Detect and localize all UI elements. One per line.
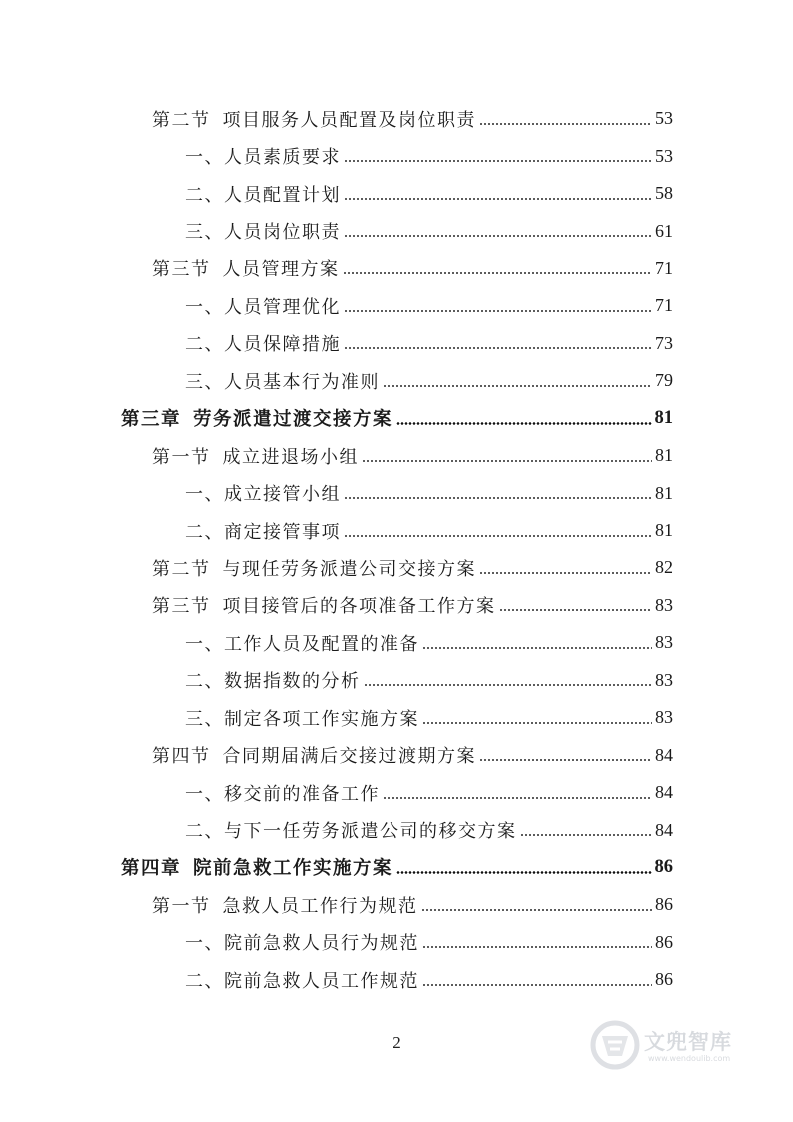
toc-entry-page: 84 xyxy=(655,819,673,840)
toc-entry-title xyxy=(185,929,419,955)
toc-entry-page: 81 xyxy=(655,445,673,466)
toc-entry-title xyxy=(152,592,496,618)
toc-entry-text: 人员保障措施 xyxy=(224,334,341,356)
toc-dot-leader xyxy=(422,647,652,649)
toc-entry-text: 成立接管小组 xyxy=(224,484,341,506)
toc-entry-text: 项目接管后的各项准备工作方案 xyxy=(222,596,496,618)
toc-entry-number: 二、 xyxy=(185,334,224,356)
toc-entry[interactable] xyxy=(0,961,793,998)
toc-entry-text: 工作人员及配置的准备 xyxy=(224,633,419,655)
toc-entry-page: 53 xyxy=(655,108,673,129)
toc-entry-number: 一、 xyxy=(185,147,224,169)
toc-entry[interactable] xyxy=(0,287,793,324)
toc-entry-title xyxy=(185,667,361,693)
toc-entry[interactable] xyxy=(0,250,793,287)
toc-entry-number: 三、 xyxy=(185,371,224,393)
toc-entry-number: 一、 xyxy=(185,296,224,318)
toc-entry-title xyxy=(185,293,341,319)
toc-entry-title xyxy=(185,330,341,356)
toc-entry-title xyxy=(185,780,380,806)
toc-entry[interactable] xyxy=(0,362,793,399)
toc-entry[interactable] xyxy=(0,512,793,549)
toc-entry[interactable] xyxy=(0,137,793,174)
toc-entry-page: 81 xyxy=(655,520,673,541)
toc-dot-leader xyxy=(422,984,652,986)
page-number: 2 xyxy=(392,1033,401,1052)
toc-entry-number: 三、 xyxy=(185,708,224,730)
toc-entry-number: 一、 xyxy=(185,933,224,955)
toc-entry-number: 第一节 xyxy=(152,895,211,917)
toc-entry-title xyxy=(185,480,341,506)
toc-entry-number: 一、 xyxy=(185,783,224,805)
toc-entry-title xyxy=(121,854,393,880)
toc-entry-page: 79 xyxy=(655,370,673,391)
toc-entry[interactable] xyxy=(0,736,793,773)
toc-entry[interactable] xyxy=(0,549,793,586)
toc-entry-text: 合同期届满后交接过渡期方案 xyxy=(222,746,476,768)
toc-entry-title xyxy=(185,218,341,244)
toc-entry-page: 53 xyxy=(655,145,673,166)
toc-dot-leader xyxy=(520,834,653,836)
toc-entry-title xyxy=(152,742,476,768)
toc-entry-number: 第三节 xyxy=(152,596,211,618)
toc-entry-text: 人员管理方案 xyxy=(222,259,340,281)
toc-entry-page: 81 xyxy=(654,407,673,428)
toc-entry-page: 58 xyxy=(655,183,673,204)
table-of-contents xyxy=(0,100,793,999)
toc-dot-leader xyxy=(383,797,652,799)
watermark-logo-icon xyxy=(588,1018,644,1072)
toc-entry-title xyxy=(152,255,340,281)
watermark xyxy=(588,1018,768,1072)
toc-dot-leader xyxy=(344,198,652,200)
toc-entry[interactable] xyxy=(0,849,793,886)
toc-entry-page: 83 xyxy=(655,707,673,728)
toc-entry[interactable] xyxy=(0,811,793,848)
toc-entry-page: 61 xyxy=(655,220,673,241)
toc-entry-text: 人员配置计划 xyxy=(224,184,341,206)
toc-entry-number: 第二节 xyxy=(152,558,211,580)
toc-entry-text: 移交前的准备工作 xyxy=(224,783,380,805)
watermark-url: www.wendoulib.com xyxy=(648,1054,731,1063)
toc-entry[interactable] xyxy=(0,699,793,736)
toc-entry-text: 项目服务人员配置及岗位职责 xyxy=(222,109,476,131)
toc-dot-leader xyxy=(344,310,652,312)
toc-entry[interactable] xyxy=(0,886,793,923)
toc-entry-number: 第四节 xyxy=(152,746,211,768)
toc-entry-title xyxy=(152,106,476,132)
toc-entry-number: 二、 xyxy=(185,970,224,992)
toc-dot-leader xyxy=(344,235,652,237)
toc-entry-number: 第三章 xyxy=(121,409,182,431)
toc-dot-leader xyxy=(422,946,652,948)
toc-dot-leader xyxy=(343,272,653,274)
toc-entry-number: 二、 xyxy=(185,671,224,693)
toc-dot-leader xyxy=(422,722,652,724)
toc-dot-leader xyxy=(479,123,652,125)
toc-entry-page: 83 xyxy=(655,632,673,653)
toc-entry-page: 86 xyxy=(655,894,673,915)
toc-entry[interactable] xyxy=(0,662,793,699)
toc-entry-text: 院前急救人员行为规范 xyxy=(224,933,419,955)
toc-dot-leader xyxy=(344,347,652,349)
toc-entry-page: 84 xyxy=(655,782,673,803)
toc-dot-leader xyxy=(499,609,653,611)
toc-entry[interactable] xyxy=(0,774,793,811)
toc-entry-page: 83 xyxy=(655,594,673,615)
toc-entry-page: 81 xyxy=(655,482,673,503)
toc-entry-page: 86 xyxy=(655,931,673,952)
toc-dot-leader xyxy=(344,160,652,162)
toc-dot-leader xyxy=(396,871,651,874)
toc-dot-leader xyxy=(344,535,652,537)
toc-entry[interactable] xyxy=(0,587,793,624)
toc-entry[interactable] xyxy=(0,325,793,362)
toc-entry-text: 劳务派遣过渡交接方案 xyxy=(193,409,394,431)
toc-entry-number: 三、 xyxy=(185,222,224,244)
toc-entry-title xyxy=(185,630,419,656)
toc-entry-number: 一、 xyxy=(185,633,224,655)
toc-entry-title xyxy=(121,405,393,431)
toc-dot-leader xyxy=(421,909,653,911)
toc-entry-text: 人员基本行为准则 xyxy=(224,371,380,393)
toc-entry[interactable] xyxy=(0,437,793,474)
toc-entry-text: 急救人员工作行为规范 xyxy=(222,895,418,917)
watermark-name: 文兜智库 xyxy=(644,1030,732,1054)
toc-entry-page: 84 xyxy=(655,744,673,765)
toc-entry-page: 71 xyxy=(655,257,673,278)
toc-entry-title xyxy=(185,518,341,544)
toc-entry-title xyxy=(185,817,517,843)
toc-entry[interactable] xyxy=(0,400,793,437)
toc-entry-text: 数据指数的分析 xyxy=(224,671,361,693)
toc-entry-title xyxy=(152,555,476,581)
toc-entry-text: 与现任劳务派遣公司交接方案 xyxy=(222,558,476,580)
toc-entry-number: 二、 xyxy=(185,821,224,843)
toc-entry-title xyxy=(185,181,341,207)
toc-entry-page: 71 xyxy=(655,295,673,316)
toc-entry-text: 院前急救人员工作规范 xyxy=(224,970,419,992)
toc-dot-leader xyxy=(396,422,651,425)
toc-entry-page: 73 xyxy=(655,332,673,353)
toc-dot-leader xyxy=(362,460,652,462)
toc-entry-title xyxy=(152,443,359,469)
toc-entry-text: 成立进退场小组 xyxy=(222,446,359,468)
toc-dot-leader xyxy=(344,497,652,499)
toc-dot-leader xyxy=(479,759,652,761)
toc-entry-page: 86 xyxy=(654,856,673,877)
toc-entry-page: 86 xyxy=(655,969,673,990)
toc-entry-title xyxy=(152,892,418,918)
toc-entry-title xyxy=(185,705,419,731)
toc-entry-number: 第一节 xyxy=(152,446,211,468)
toc-entry-number: 二、 xyxy=(185,521,224,543)
toc-entry[interactable] xyxy=(0,212,793,249)
toc-entry-title xyxy=(185,967,419,993)
toc-entry-text: 与下一任劳务派遣公司的移交方案 xyxy=(224,821,517,843)
toc-entry-text: 商定接管事项 xyxy=(224,521,341,543)
toc-dot-leader xyxy=(364,684,653,686)
toc-entry[interactable] xyxy=(0,175,793,212)
toc-entry-number: 一、 xyxy=(185,484,224,506)
toc-entry[interactable] xyxy=(0,474,793,511)
toc-entry-title xyxy=(185,143,341,169)
toc-entry-number: 第三节 xyxy=(152,259,211,281)
toc-entry-number: 第二节 xyxy=(152,109,211,131)
toc-entry-text: 人员素质要求 xyxy=(224,147,341,169)
toc-entry-page: 83 xyxy=(655,669,673,690)
toc-entry[interactable] xyxy=(0,100,793,137)
toc-entry-text: 院前急救工作实施方案 xyxy=(193,858,394,880)
toc-entry-title xyxy=(185,368,380,394)
toc-entry-number: 第四章 xyxy=(121,858,182,880)
toc-entry[interactable] xyxy=(0,624,793,661)
toc-entry[interactable] xyxy=(0,924,793,961)
toc-entry-page: 82 xyxy=(655,557,673,578)
toc-entry-text: 人员岗位职责 xyxy=(224,222,341,244)
toc-dot-leader xyxy=(479,572,652,574)
toc-dot-leader xyxy=(383,385,652,387)
toc-entry-text: 制定各项工作实施方案 xyxy=(224,708,419,730)
toc-entry-number: 二、 xyxy=(185,184,224,206)
toc-entry-text: 人员管理优化 xyxy=(224,296,341,318)
